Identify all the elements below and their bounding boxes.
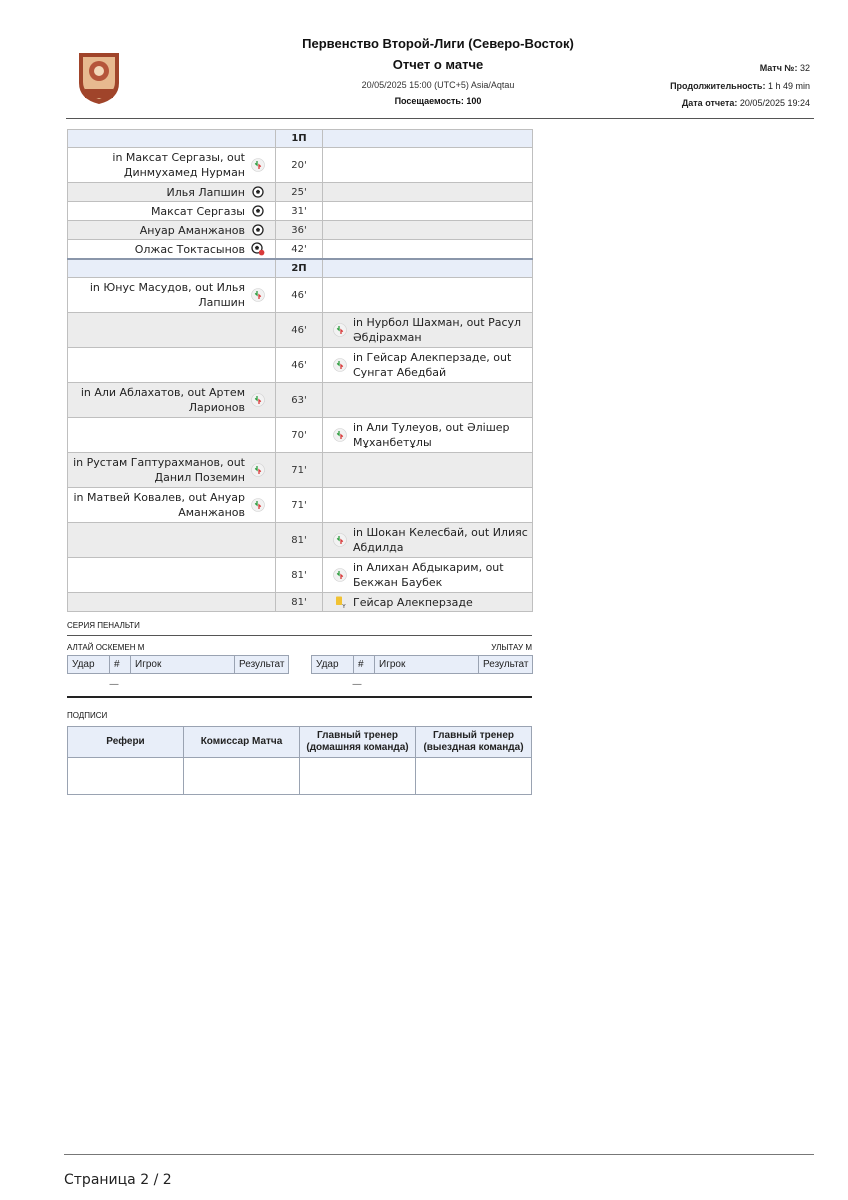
event-row bbox=[68, 183, 533, 202]
col-player: Игрок bbox=[375, 656, 479, 674]
goal-icon bbox=[251, 185, 265, 199]
period-label: 1П bbox=[276, 130, 323, 148]
col-player: Игрок bbox=[131, 656, 235, 674]
sig-away-coach-cell bbox=[416, 758, 532, 795]
events-table bbox=[67, 129, 533, 612]
substitution-icon bbox=[333, 568, 347, 582]
substitution-icon bbox=[333, 428, 347, 442]
col-shot: Удар bbox=[312, 656, 354, 674]
substitution-icon bbox=[251, 463, 265, 477]
event-text: in Алихан Абдыкарим, out Бекжан Баубек bbox=[353, 561, 504, 589]
event-text: in Али Аблахатов, out Артем Ларионов bbox=[80, 386, 245, 414]
goal-icon bbox=[251, 204, 265, 218]
away-team-name: УЛЫТАУ М bbox=[491, 643, 532, 652]
substitution-icon bbox=[333, 358, 347, 372]
event-text: in Максат Сергазы, out Динмухамед Нурман bbox=[112, 151, 245, 179]
match-number: Матч №: 32 bbox=[759, 63, 810, 73]
event-row bbox=[68, 418, 533, 453]
page-number: Страница 2 / 2 bbox=[64, 1172, 172, 1188]
event-minute: 20' bbox=[276, 148, 323, 183]
sig-commissioner-cell bbox=[184, 758, 300, 795]
event-row bbox=[68, 348, 533, 383]
col-result: Результат bbox=[479, 656, 533, 674]
event-minute: 31' bbox=[276, 202, 323, 221]
away-penalties-table bbox=[311, 655, 533, 674]
event-row bbox=[68, 240, 533, 260]
event-minute: 70' bbox=[276, 418, 323, 453]
match-datetime: 20/05/2025 15:00 (UTC+5) Asia/Aqtau bbox=[361, 80, 515, 90]
event-row bbox=[68, 488, 533, 523]
event-text: in Матвей Ковалев, out Ануар Аманжанов bbox=[73, 491, 245, 519]
away-penalties-empty: — bbox=[352, 679, 362, 690]
sig-referee-header: Рефери bbox=[68, 727, 184, 758]
event-text: Гейсар Алекперзаде bbox=[353, 595, 473, 609]
event-text: in Гейсар Алекперзаде, out Сунгат Абедбай bbox=[353, 351, 512, 379]
event-row bbox=[68, 453, 533, 488]
event-row bbox=[68, 221, 533, 240]
signatures-table bbox=[67, 726, 532, 795]
signatures-title: ПОДПИСИ bbox=[67, 711, 108, 720]
attendance: Посещаемость: 100 bbox=[394, 96, 482, 106]
event-minute: 81' bbox=[276, 593, 323, 612]
event-text: in Шокан Келесбай, out Илияс Абдилда bbox=[353, 526, 528, 554]
col-result: Результат bbox=[235, 656, 289, 674]
event-minute: 42' bbox=[276, 240, 323, 260]
event-text: Ануар Аманжанов bbox=[139, 223, 245, 237]
goal-scored-icon bbox=[251, 242, 265, 256]
col-number: # bbox=[354, 656, 375, 674]
event-minute: 71' bbox=[276, 453, 323, 488]
event-text: in Али Тулеуов, out Әлішер Мұханбетұлы bbox=[353, 421, 510, 449]
event-text: Илья Лапшин bbox=[166, 185, 245, 199]
substitution-icon bbox=[251, 158, 265, 172]
event-text: Олжас Токтасынов bbox=[134, 242, 245, 256]
event-text: in Юнус Масудов, out Илья Лапшин bbox=[89, 281, 245, 309]
period-label: 2П bbox=[276, 259, 323, 278]
penalties-title: СЕРИЯ ПЕНАЛЬТИ bbox=[67, 621, 140, 630]
sig-home-coach-header: Главный тренер (домашняя команда) bbox=[300, 727, 416, 758]
event-text: in Рустам Гаптурахманов, out Данил Поземин bbox=[73, 456, 245, 484]
event-row bbox=[68, 148, 533, 183]
substitution-icon bbox=[251, 288, 265, 302]
period-header bbox=[68, 130, 533, 148]
event-minute: 46' bbox=[276, 313, 323, 348]
event-row bbox=[68, 383, 533, 418]
event-minute: 81' bbox=[276, 558, 323, 593]
sig-home-coach-cell bbox=[300, 758, 416, 795]
event-row bbox=[68, 278, 533, 313]
event-minute: 25' bbox=[276, 183, 323, 202]
event-row bbox=[68, 202, 533, 221]
period-header bbox=[68, 259, 533, 278]
goal-icon bbox=[251, 223, 265, 237]
event-minute: 46' bbox=[276, 348, 323, 383]
event-row bbox=[68, 558, 533, 593]
event-row bbox=[68, 593, 533, 612]
event-minute: 81' bbox=[276, 523, 323, 558]
event-minute: 46' bbox=[276, 278, 323, 313]
page-title: Первенство Второй-Лиги (Северо-Восток) bbox=[302, 36, 574, 51]
report-date: Дата отчета: 20/05/2025 19:24 bbox=[681, 98, 810, 108]
home-penalties-table bbox=[67, 655, 289, 674]
event-minute: 71' bbox=[276, 488, 323, 523]
header-divider bbox=[66, 118, 814, 119]
penalties-divider bbox=[67, 635, 532, 636]
col-shot: Удар bbox=[68, 656, 110, 674]
col-number: # bbox=[110, 656, 131, 674]
svg-text:Y: Y bbox=[342, 604, 346, 609]
sig-commissioner-header: Комиссар Матча bbox=[184, 727, 300, 758]
event-row bbox=[68, 313, 533, 348]
event-row bbox=[68, 523, 533, 558]
yellow-card-icon bbox=[333, 595, 347, 609]
footer-divider bbox=[64, 1154, 814, 1155]
event-minute: 36' bbox=[276, 221, 323, 240]
sig-referee-cell bbox=[68, 758, 184, 795]
home-penalties-empty: — bbox=[109, 679, 119, 690]
section-divider bbox=[67, 696, 532, 698]
substitution-icon bbox=[333, 323, 347, 337]
event-text: in Нурбол Шахман, out Расул Әбдірахман bbox=[353, 316, 522, 344]
event-text: Максат Сергазы bbox=[150, 204, 245, 218]
match-duration: Продолжительность: 1 h 49 min bbox=[670, 81, 810, 91]
sig-away-coach-header: Главный тренер (выездная команда) bbox=[416, 727, 532, 758]
substitution-icon bbox=[251, 498, 265, 512]
substitution-icon bbox=[251, 393, 265, 407]
substitution-icon bbox=[333, 533, 347, 547]
event-minute: 63' bbox=[276, 383, 323, 418]
home-team-name: АЛТАЙ ОСКЕМЕН М bbox=[67, 643, 145, 652]
report-subtitle: Отчет о матче bbox=[392, 57, 484, 72]
